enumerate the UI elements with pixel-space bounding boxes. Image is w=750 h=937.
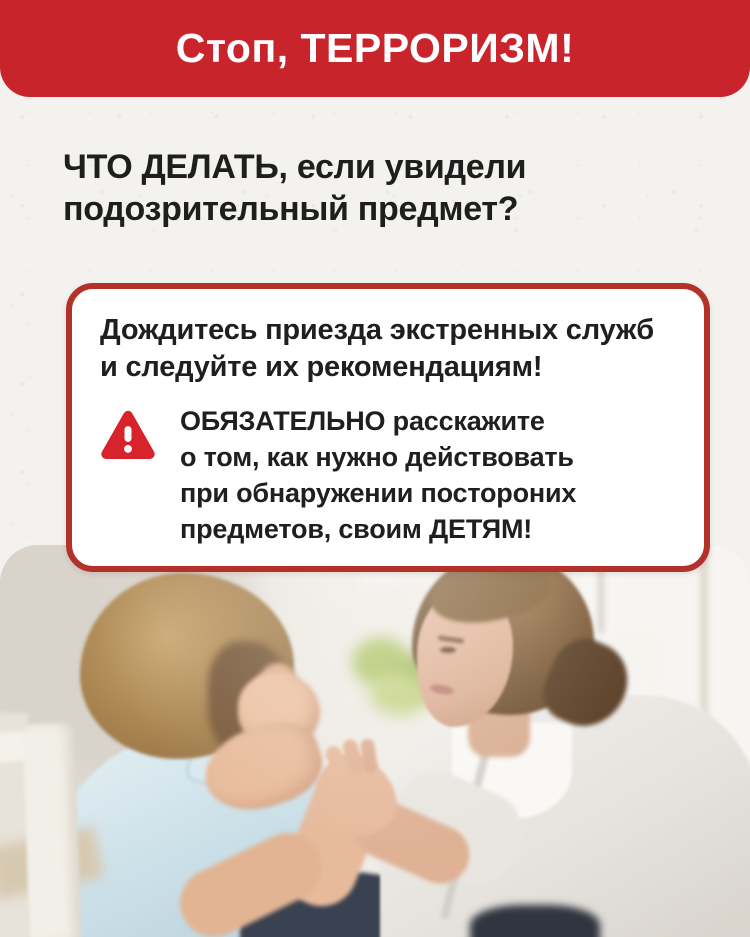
warning-line-2: о том, как нужно действовать — [180, 442, 574, 472]
warning-triangle-icon — [100, 408, 156, 460]
advice-line-1: Дождитесь приезда экстренных служб — [100, 314, 654, 346]
warning-text — [180, 403, 576, 547]
warning-block — [100, 403, 688, 547]
warning-line-3: при обнаружении постороних — [180, 478, 577, 508]
advice-card — [66, 283, 710, 572]
question-line-2: подозрительный предмет? — [63, 190, 519, 228]
warning-line-1: ОБЯЗАТЕЛЬНО расскажите — [180, 406, 545, 436]
advice-text — [100, 312, 688, 386]
advice-line-2: и следуйте их рекомендациям! — [100, 351, 543, 383]
header-banner — [0, 0, 750, 97]
warning-line-4: предметов, своим ДЕТЯМ! — [180, 514, 533, 544]
poster-title: Стоп, ТЕРРОРИЗМ! — [175, 25, 575, 71]
woman-talking-with-boy-photo — [0, 545, 750, 937]
question-heading — [63, 146, 526, 230]
question-line-1: ЧТО ДЕЛАТЬ, если увидели — [63, 148, 527, 186]
